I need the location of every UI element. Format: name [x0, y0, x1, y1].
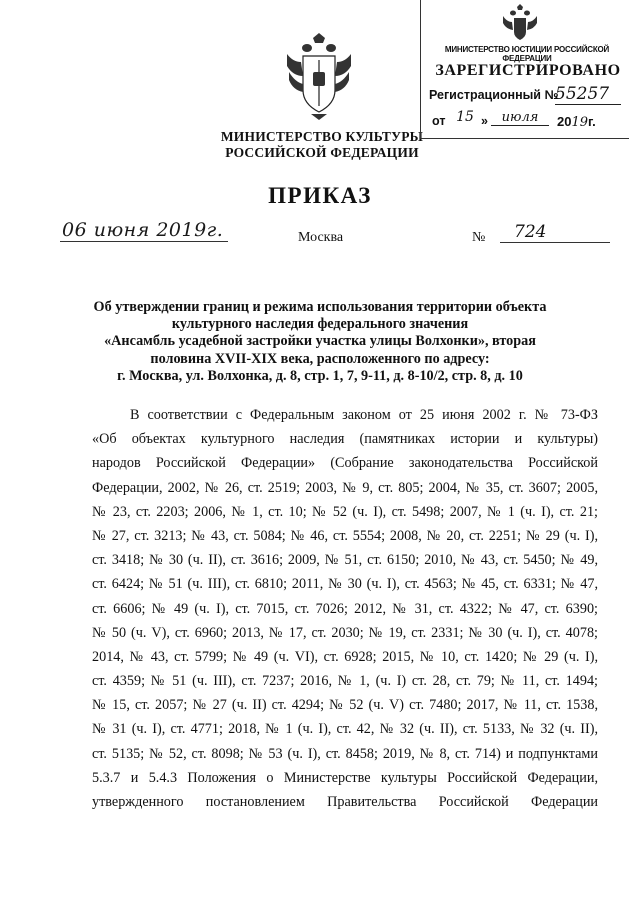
stamp-date	[429, 111, 629, 133]
body-line: ст. 4359; № 51 (ч. III), ст. 7237; 2016, № 1, (ч. I) ст. 28, ст. 79; № 11, ст. 1494;	[92, 673, 598, 690]
ministry-title	[215, 129, 429, 161]
body-line: ст. 3418; № 30 (ч. II), ст. 3616; 2009, № 51, ст. 6150; 2010, № 43, ст. 5450; № 49,	[92, 552, 598, 569]
body-line: № 50 (ч. V), ст. 6960; 2013, № 17, ст. 2030; № 19, ст. 2331; № 30 (ч. I), ст. 4078;	[92, 624, 598, 641]
heading-line: «Ансамбль усадебной застройки участка улицы Волхонки», вторая	[104, 333, 536, 350]
order-number: 724	[500, 222, 610, 243]
stamp-year-suffix: 19	[571, 115, 589, 130]
heading-line: Об утверждении границ и режима использования территории объекта	[93, 299, 547, 315]
stamp-date-year	[557, 114, 596, 130]
stamp-year-prefix: 20	[557, 114, 572, 129]
body-line: народов Российской Федерации» (Собрание законодательства Российской	[92, 455, 598, 472]
body-line: № 23, ст. 2203; 2006, № 1, ст. 10; № 52 (ч. I), ст. 5498; 2007, № 1 (ч. I), ст. 21;	[92, 503, 598, 520]
order-city: Москва	[298, 230, 344, 245]
order-date-underline	[60, 241, 228, 242]
stamp-reg-number-label: Регистрационный №	[429, 88, 559, 102]
heading-line: культурного наследия федерального значения	[171, 316, 469, 333]
registration-stamp	[420, 0, 629, 139]
body-line: № 15, ст. 2057; № 27 (ч. II) ст. 4294; № 52 (ч. V) ст. 7480; 2017, № 11, ст. 1538,	[92, 697, 598, 714]
order-number-label: №	[472, 230, 486, 245]
order-body	[92, 403, 598, 814]
stamp-reg-number: 55257	[555, 84, 621, 105]
stamp-date-day: 15	[456, 109, 474, 125]
body-line: № 27, ст. 3213; № 43, ст. 5084; № 46, ст. 5554; 2008, № 20, ст. 2251; № 29 (ч. I),	[92, 527, 598, 544]
coat-of-arms-emblem	[283, 32, 355, 120]
ministry-title-line2: РОССИЙСКОЙ ФЕДЕРАЦИИ	[225, 145, 419, 160]
body-line: утвержденного постановлением Правительства Российской Федерации	[92, 794, 598, 810]
order-title: ПРИКАЗ	[268, 183, 372, 208]
stamp-emblem-icon	[501, 4, 539, 42]
stamp-year-letter: г.	[588, 114, 596, 129]
body-line: № 31 (ч. I), ст. 4771; 2018, № 1 (ч. I), ст. 42, № 32 (ч. II), ст. 5133, № 32 (ч. II),	[92, 721, 598, 738]
body-line: ст. 6424; № 51 (ч. III), ст. 6810; 2011, № 30 (ч. I), ст. 4563; № 45, ст. 6331; № 47,	[92, 576, 598, 593]
body-line: «Об объектах культурного наследия (памятниках истории и культуры)	[92, 431, 598, 448]
body-line: В соответствии с Федеральным законом от 25 июня 2002 г. № 73-ФЗ	[130, 407, 598, 423]
ministry-title-line1: МИНИСТЕРСТВО КУЛЬТУРЫ	[220, 129, 424, 144]
stamp-registered-label: ЗАРЕГИСТРИРОВАНО	[435, 62, 621, 79]
stamp-date-quote: »	[481, 114, 488, 128]
stamp-date-prefix: от	[432, 114, 446, 128]
stamp-date-month: июля	[491, 110, 549, 126]
body-line: ст. 5135; № 52, ст. 8098; № 53 (ч. I), ст. 8458; 2019, № 8, ст. 714) и подпунктами	[92, 745, 598, 762]
stamp-ministry-name: МИНИСТЕРСТВО ЮСТИЦИИ РОССИЙСКОЙ ФЕДЕРАЦИИ	[444, 45, 610, 63]
heading-line: половина XVII-XIX века, расположенного по адресу:	[150, 350, 490, 367]
heading-line: г. Москва, ул. Волхонка, д. 8, стр. 1, 7, 9-11, д. 8-10/2, стр. 8, д. 10	[117, 367, 523, 384]
order-date: 06 июня 2019г.	[62, 219, 224, 241]
body-line: 5.3.7 и 5.4.3 Положения о Министерстве культуры Российской Федерации,	[92, 769, 598, 786]
body-line: Федерации, 2002, № 26, ст. 2519; 2003, № 9, ст. 805; 2004, № 35, ст. 3607; 2005,	[92, 479, 598, 496]
body-line: 2014, № 43, ст. 5799; № 49 (ч. VI), ст. 6928; 2015, № 10, ст. 1420; № 29 (ч. I),	[92, 648, 598, 665]
order-heading	[90, 299, 550, 385]
body-line: ст. 6606; № 49 (ч. I), ст. 7015, ст. 7026; 2012, № 31, ст. 4322; № 47, ст. 6390;	[92, 600, 598, 617]
